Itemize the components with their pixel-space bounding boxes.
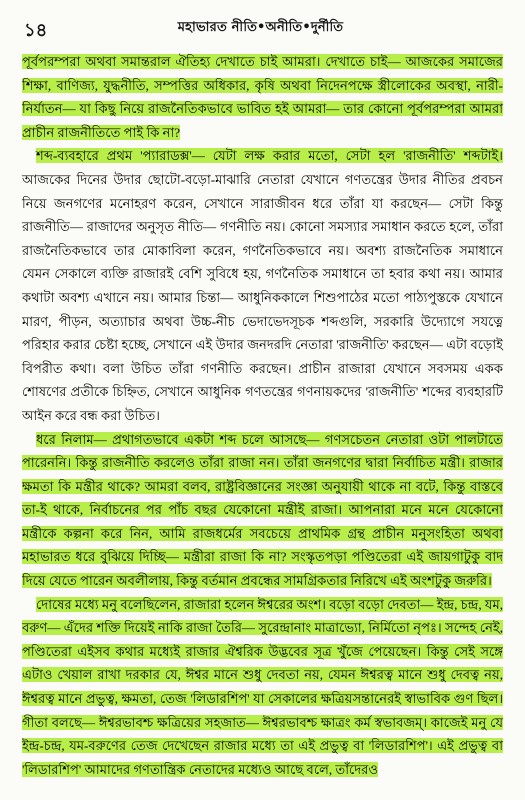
highlighted-text: ধরে নিলাম— প্রথাগতভাবে একটা শব্দ চলে আসছে— গণসচেতন নেতারা ওটা পালটাতে পারেননি। কিন্তু রাজনীতি করলেও তাঁরা রাজা নন। তাঁরা জনগণের দ্বারা নির্বাচিত মন্ত্রী। রাজার ক্ষমতা কি মন্ত্রীর থাকে? আমরা বলব, রাষ্ট্রবিজ্ঞানের সংজ্ঞা অনুযায়ী থাকে না বটে, কিন্তু বাস্তবে তা-ই থাকে, নির্বাচনের পর পাঁচ বছর যেকোনো মন্ত্রীই রাজা। আপনারা মনে মনে যেকোনো মন্ত্রীকে কল্পনা করে নিন, আমি রাজধর্মের সবচেয়ে প্রাথমিক গ্রন্থ প্রাচীন মনুসংহিতা অথবা মহাভারত ধরে বুঝিয়ে দিচ্ছি— মন্ত্রীরা রাজা কি না? সংস্কৃতপড়া পণ্ডিতেরা এই জায়গাটুকু বাদ দিয়ে যেতে পারেন অবলীলায়, কিন্তু বর্তমান প্রবন্ধের সামগ্রিকতার নিরিখে এই অংশটুকু জরুরি।	[22, 431, 503, 589]
highlighted-text: দোষের মধ্যে মনু বলেছিলেন, রাজারা হলেন ঈশ্বরের অংশ। বড়ো বড়ো দেবতা— ইন্দ্র, চন্দ্র, যম, বরুণ— এঁদের শক্তি দিয়েই নাকি রাজা তৈরি— সুরেন্দ্রানাং মাত্রাভ্যো, নির্মিতো নৃপঃ। সন্দেহ নেই, পণ্ডিতেরা এইসব কথার মধ্যেই রাজার ঐশ্বরিক উদ্ভবের সূত্র খুঁজে পেয়েছেন। কিন্তু সেই সঙ্গে এটাও খেয়াল রাখা দরকার যে, ঈশ্বর মানে শুধু দেবতা নয়, যেমন ঈশ্বরত্ব মানে শুধু দেবত্ব নয়, ঈশ্বরত্ব মানে প্রভুত্ব, ক্ষমতা, তেজ 'লিডারশিপ' যা সেকালের ক্ষত্রিয়সন্তানেরই স্বাভাবিক গুণ ছিল। গীতা বলছে— ঈশ্বরভাবশ্চ ক্ষত্রিয়ের সহজাত— ঈশ্বরভাবশ্চ ক্ষাত্রং কর্ম স্বভাবজম্। কাজেই মনু যে ইন্দ্র-চন্দ্র, যম-বরুণের তেজ দেখেছেন রাজার মধ্যে তা এই প্রভুত্ব বা 'লিডারশিপ'। এই প্রভুত্ব বা 'লিডারশিপ' আমাদের গণতান্ত্রিক নেতাদের মধ্যেও আছে বলে, তাঁদেরও	[22, 596, 503, 777]
highlighted-text: শব্দ-ব্যবহারে প্রথম 'প্যারাডক্স'— যেটা লক্ষ করার মতো, সেটা হল 'রাজনীতি' শব্দটাই।	[36, 148, 503, 164]
page-header	[22, 14, 499, 44]
page-number: ১৪	[24, 20, 48, 41]
body-text	[22, 50, 503, 781]
paragraph-1	[22, 50, 503, 144]
running-title: মহাভারত নীতি•অনীতি•দুর্নীতি	[177, 20, 344, 35]
plain-text: আজকের দিনের উদার ছোটো-বড়ো-মাঝারি নেতারা যেখানে গণতন্ত্রের উদার নীতির প্রবচন নিয়ে জনগণের মনোহরণ করেন, সেখানে সারাজীবন ধরে তাঁরা যা করছেন— সেটা কিন্তু রাজনীতি— রাজাদের অনুসৃত নীতি— গণনীতি নয়। কোনো সমস্যার সমাধান করতে হলে, তাঁরা রাজনৈতিকভাবে তার মোকাবিলা করেন, গণনৈতিকভাবে নয়। অবশ্য রাজনৈতিক সমাধানে যেমন সেকালে ব্যক্তি রাজারই বেশি সুবিধে হয়, গণনৈতিক সমাধানে তা হবার কথা নয়। আমার কথাটা অবশ্য এখানে নয়। আমার চিন্তা— আধুনিককালে শিশুপাঠের মতো পাঠ্যপুস্তকে যেখানে মারণ, পীড়ন, অত্যাচার অথবা উচ্চ-নীচ ভেদাভেদসূচক শব্দগুলি, সরকারি উদ্যোগে সযত্নে পরিহার করার চেষ্টা হচ্ছে, সেখানে এই উদার জনদরদি নেতারা 'রাজনীতি' করছেন— এটা বড়োই বিপরীত কথা। বলা উচিত তাঁরা গণনীতি করছেন। প্রাচীন রাজারা যেখানে সবসময় একক শোষণের প্রতীকে চিহ্নিত, সেখানে আধুনিক গণতন্ত্রের গণনায়কদের 'রাজনীতি' শব্দের ব্যবহারটি আইন করে বন্ধ করা উচিত।	[22, 171, 503, 423]
paragraph-4	[22, 593, 503, 782]
highlighted-text: পূর্বপরম্পরা অথবা সমান্তরাল ঐতিহ্য দেখাতে চাই আমরা। দেখাতে চাই— আজকের সমাজের শিক্ষা, বাণিজ্য, যুদ্ধনীতি, সম্পত্তির অধিকার, কৃষি অথবা নিদেনপক্ষে স্ত্রীলোকের অবস্থা, নারী-নির্যাতন— যা কিছু নিয়ে রাজনৈতিকভাবে ভাবিত হই আমরা— তার কোনো পূর্বপরম্পরা আমরা প্রাচীন রাজনীতিতে পাই কি না?	[22, 54, 503, 140]
paragraph-3	[22, 428, 503, 593]
paragraph-2	[22, 144, 503, 427]
